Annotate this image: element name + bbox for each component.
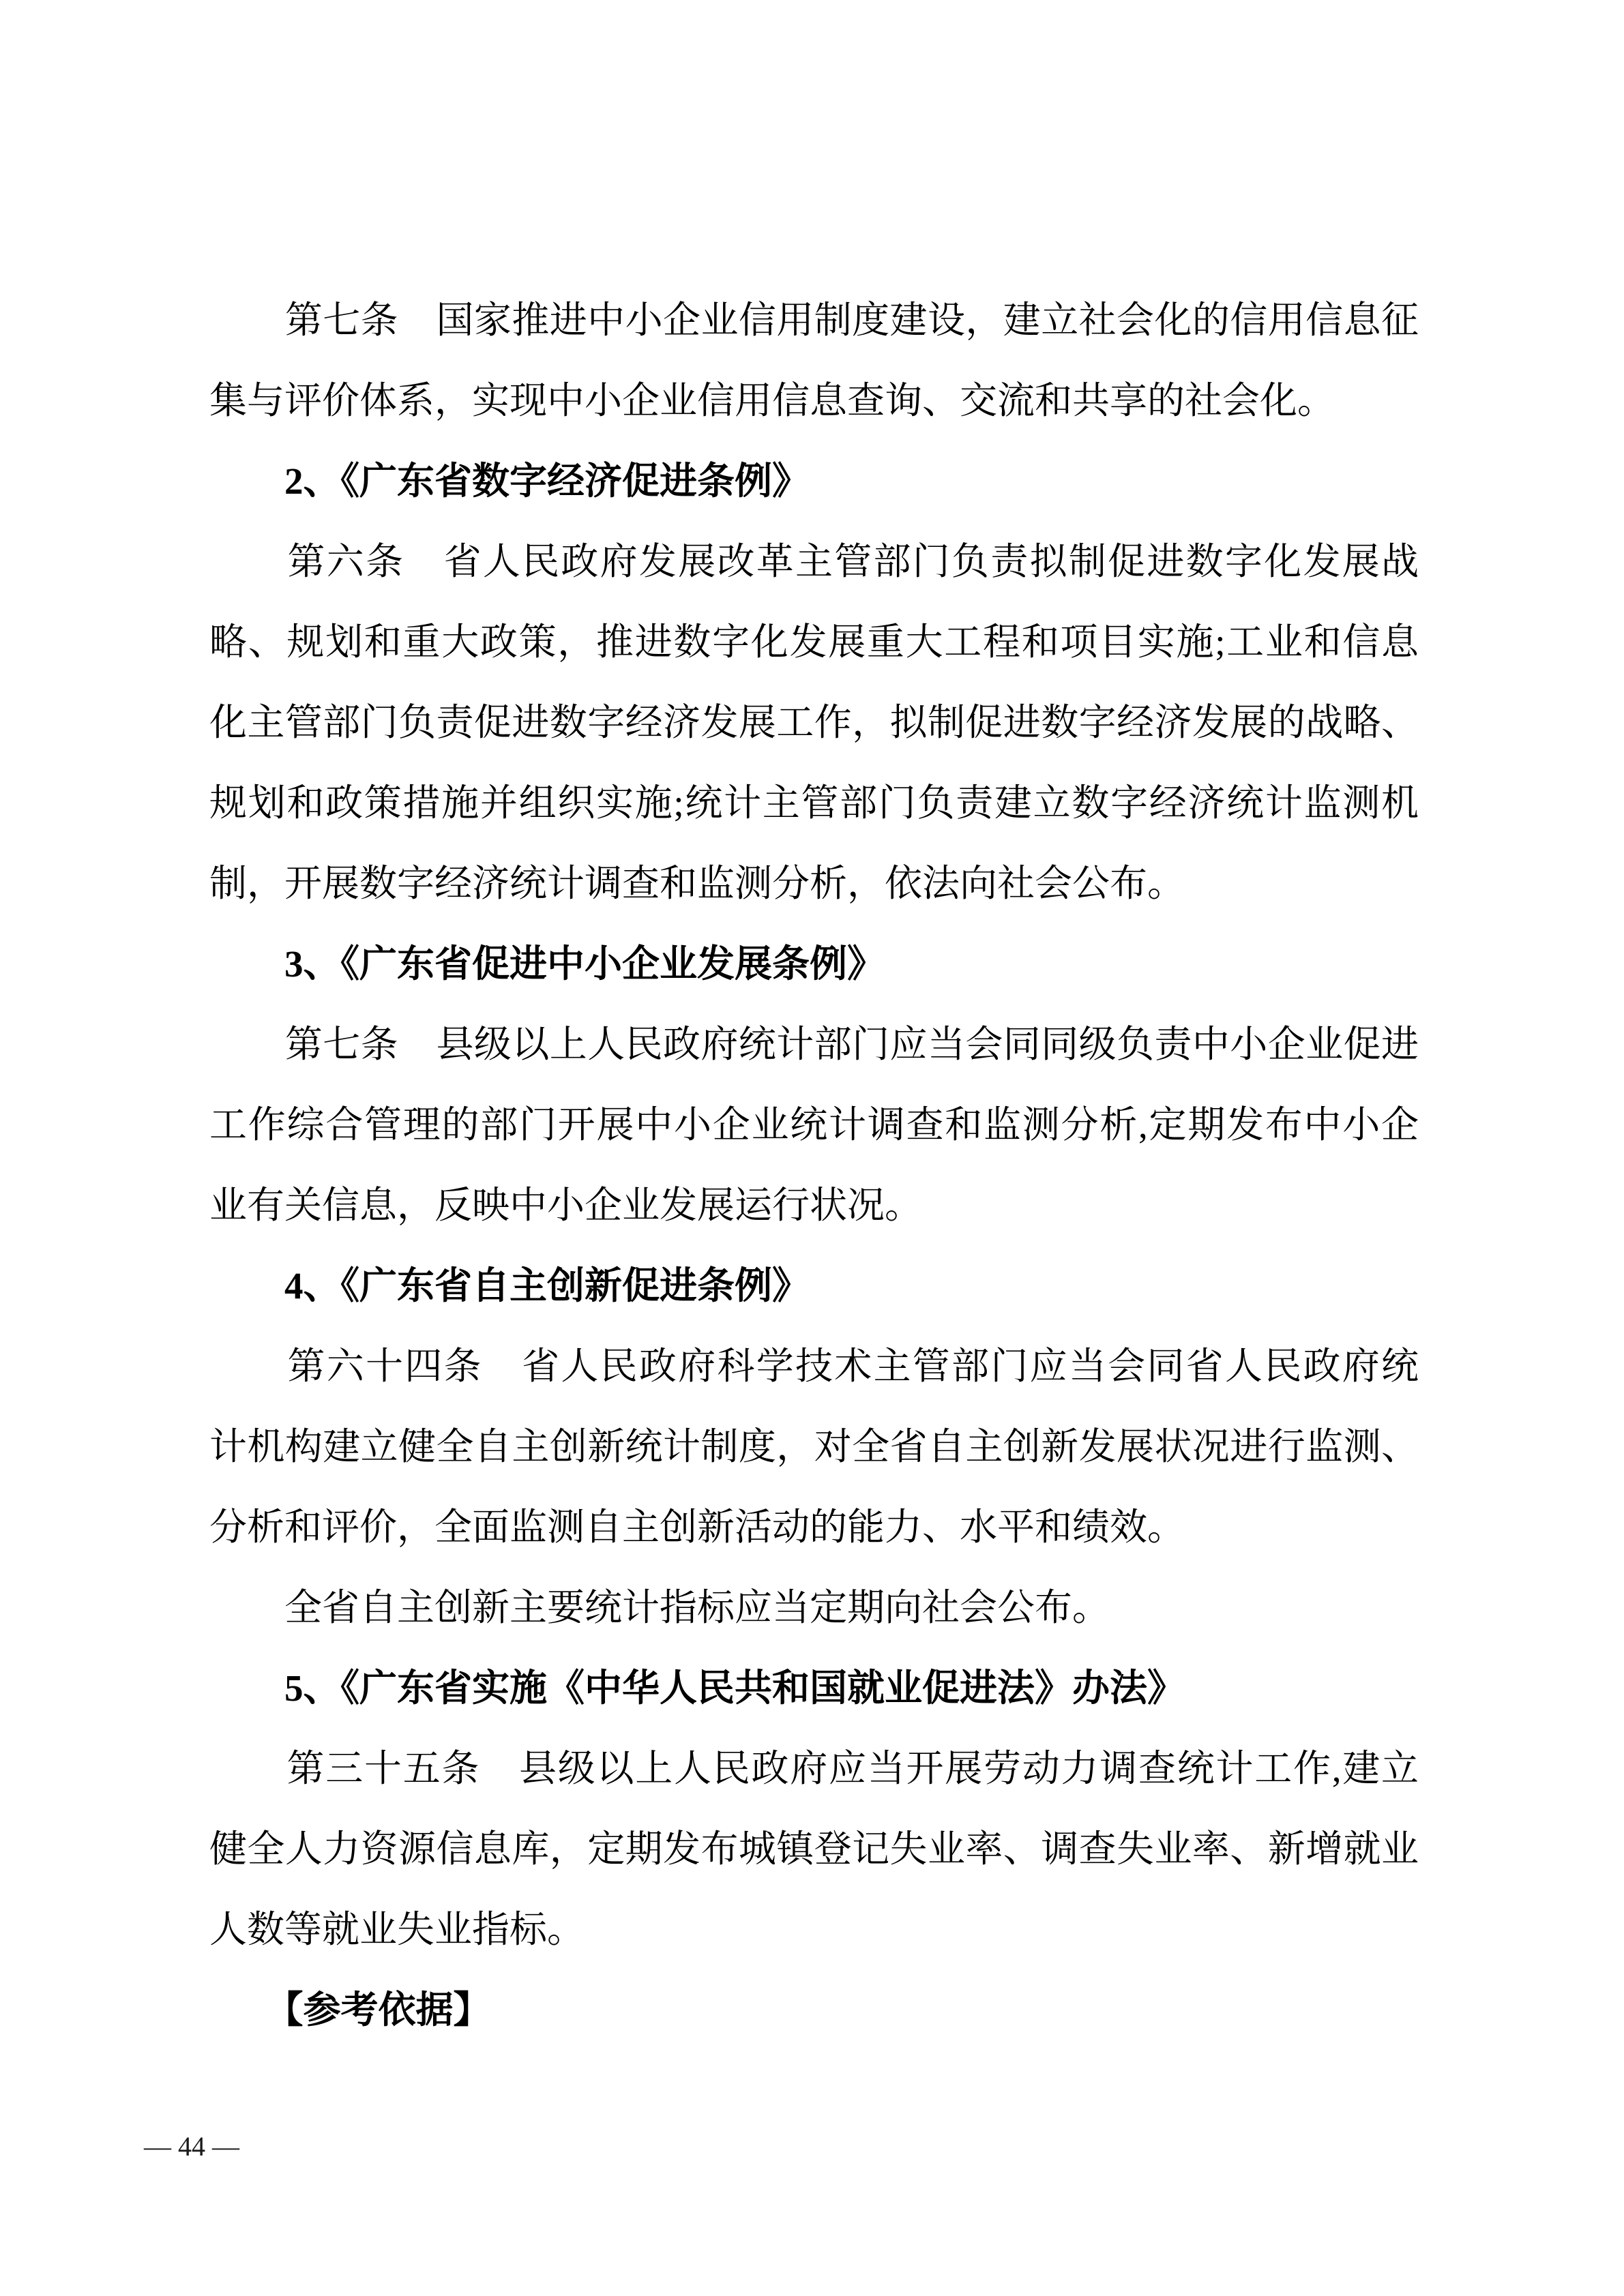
text-line: 规划和政策措施并组织实施;统计主管部门负责建立数字经济统计监测机 (209, 782, 1419, 824)
heading-line: 4、《广东省自主创新促进条例》 (209, 1265, 810, 1307)
text-line: 全省自主创新主要统计指标应当定期向社会公布。 (209, 1587, 1110, 1628)
text-line: 第六十四条 省人民政府科学技术主管部门应当会同省人民政府统 (209, 1345, 1419, 1387)
text-line: 业有关信息，反映中小企业发展运行状况。 (209, 1184, 923, 1226)
text-line: 健全人力资源信息库，定期发布城镇登记失业率、调查失业率、新增就业 (209, 1828, 1419, 1870)
text-line: 制，开展数字经济统计调查和监测分析，依法向社会公布。 (209, 863, 1185, 904)
text-line: 分析和评价，全面监测自主创新活动的能力、水平和绩效。 (209, 1506, 1185, 1548)
heading-line: 2、《广东省数字经济促进条例》 (209, 460, 810, 502)
heading-line: 【参考依据】 (209, 1989, 491, 2031)
text-line: 计机构建立健全自主创新统计制度，对全省自主创新发展状况进行监测、 (209, 1426, 1419, 1467)
page-number: — 44 — (144, 2131, 239, 2162)
text-line: 化主管部门负责促进数字经济发展工作，拟制促进数字经济发展的战略、 (209, 702, 1419, 743)
text-line: 工作综合管理的部门开展中小企业统计调查和监测分析,定期发布中小企 (209, 1104, 1419, 1146)
heading-line: 5、《广东省实施《中华人民共和国就业促进法》办法》 (209, 1667, 1185, 1709)
text-line: 第六条 省人民政府发展改革主管部门负责拟制促进数字化发展战 (209, 541, 1419, 582)
text-line: 人数等就业失业指标。 (209, 1909, 585, 1950)
heading-line: 3、《广东省促进中小企业发展条例》 (209, 943, 885, 985)
text-line: 集与评价体系，实现中小企业信用信息查询、交流和共享的社会化。 (209, 380, 1335, 421)
text-line: 第七条 国家推进中小企业信用制度建设，建立社会化的信用信息征 (209, 299, 1419, 341)
text-line: 略、规划和重大政策，推进数字化发展重大工程和项目实施;工业和信息 (209, 621, 1419, 663)
text-line: 第三十五条 县级以上人民政府应当开展劳动力调查统计工作,建立 (209, 1748, 1419, 1789)
text-line: 第七条 县级以上人民政府统计部门应当会同同级负责中小企业促进 (209, 1024, 1419, 1065)
document-body (209, 280, 1419, 2051)
